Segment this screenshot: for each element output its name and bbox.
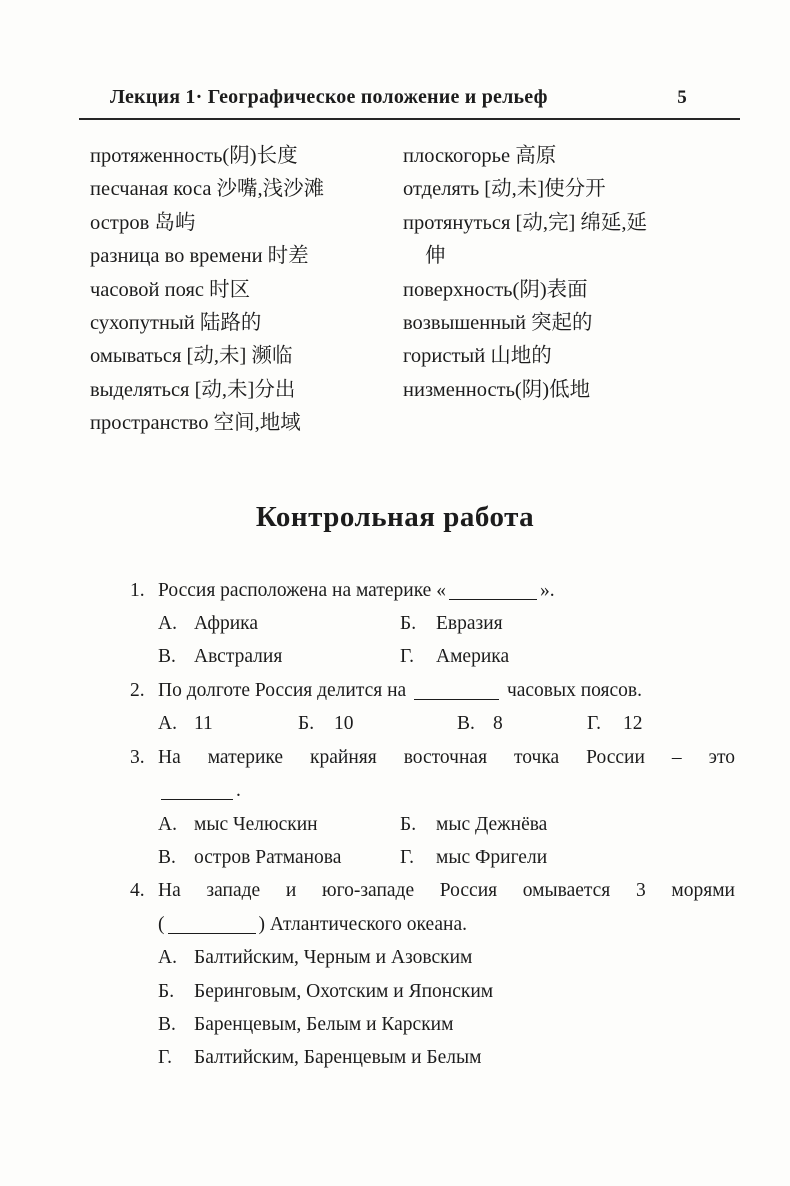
option-label: В. [457,713,475,735]
option-text: Балтийским, Черным и Азовским [194,947,473,969]
vocab-entry: песчаная коса 沙嘴,浅沙滩 [90,178,325,201]
question-text-continued [158,908,735,941]
vocab-entry: гористый 山地的 [403,345,552,368]
option-g [158,1041,735,1074]
options-grid [158,707,735,740]
question-number: 2. [130,679,145,701]
option-text: Евразия [436,613,503,635]
option-v [158,640,400,673]
option-v [457,707,587,740]
option-a [158,941,735,974]
option-text: 10 [334,713,354,735]
option-text: Балтийским, Баренцевым и Белым [194,1047,482,1069]
option-label: Б. [400,813,417,835]
vocab-entry: протянуться [动,完] 绵延,延 [403,211,648,234]
vocab-entry: протяженность(阴)长度 [90,145,298,167]
option-text: 11 [194,713,213,735]
option-g [400,841,735,874]
quiz-section [130,574,735,1075]
question-2 [130,674,735,741]
option-text: Австралия [194,646,283,668]
question-4 [130,874,735,1074]
option-v [158,841,400,874]
question-text: На западе и юго-западе Россия омывается 3 морями [158,880,735,902]
option-g [587,707,735,740]
option-text: Баренцевым, Белым и Карским [194,1013,454,1035]
option-label: В. [158,646,176,668]
option-a [158,607,400,640]
blank-line [168,917,256,934]
question-text [158,574,735,607]
vocab-entry: выделяться [动,未]分出 [90,378,296,401]
question-number: 1. [130,579,145,601]
vocab-entry-wrap: 伸 [425,245,446,268]
option-v [158,1008,735,1041]
question-text-before: ( [158,913,165,935]
option-label: Г. [400,846,414,868]
options-grid [158,607,735,674]
option-label: Г. [400,646,414,668]
vocab-column-left [90,140,403,441]
question-text-continued [158,774,735,807]
option-label: А. [158,947,177,969]
blank-line [449,583,537,600]
question-1 [130,574,735,674]
question-text-after: ) Атлантического океана. [258,913,468,935]
option-text: 8 [493,713,503,735]
blank-line [161,783,233,800]
option-a [158,707,298,740]
option-label: А. [158,713,177,735]
question-text-before: По долготе Россия делится на [158,679,407,701]
option-b [158,975,735,1008]
option-text: мыс Дежнёва [436,813,548,835]
option-label: Г. [158,1047,172,1069]
question-text-after: ». [539,579,555,601]
question-text [158,674,735,707]
option-label: В. [158,846,176,868]
question-text-after: . [236,780,241,802]
option-label: В. [158,1013,176,1035]
blank-line [414,683,499,700]
option-text: мыс Фригели [436,846,548,868]
test-title: Контрольная работа [255,500,535,533]
option-g [400,640,735,673]
question-number: 4. [130,880,145,902]
vocab-entry: плоскогорье 高原 [403,145,557,167]
question-text-before: Россия расположена на материке « [158,579,446,601]
option-label: Б. [158,980,175,1002]
option-b [298,707,457,740]
option-label: А. [158,613,177,635]
option-label: Г. [587,713,601,735]
vocab-entry: сухопутный 陆路的 [90,312,262,335]
option-b [400,808,735,841]
option-text: 12 [623,713,643,735]
vocab-entry: часовой пояс 时区 [90,278,251,301]
vocab-entry: поверхность(阴)表面 [403,278,588,301]
question-3 [130,741,735,875]
option-text: Америка [436,646,510,668]
option-label: А. [158,813,177,835]
option-b [400,607,735,640]
vocab-entry: разница во времени 时差 [90,245,309,268]
options-grid [158,808,735,875]
vocab-entry: пространство 空间,地域 [90,412,301,435]
vocab-column-right [403,140,647,441]
question-text-after: часовых поясов. [506,679,643,701]
option-text: Африка [194,613,258,635]
vocab-entry: омываться [动,未] 濒临 [90,345,293,368]
header-rule [79,118,740,120]
option-label: Б. [400,613,417,635]
page-header [110,86,687,109]
lecture-header-title: Лекция 1· Географическое положение и рельеф [110,86,548,108]
vocab-entry: остров 岛屿 [90,211,196,234]
vocab-entry: низменность(阴)低地 [403,378,591,401]
option-a [158,808,400,841]
option-text: Беринговым, Охотским и Японским [194,980,494,1002]
option-text: остров Ратманова [194,846,342,868]
vocab-entry: отделять [动,未]使分开 [403,178,606,201]
vocab-entry: возвышенный 突起的 [403,312,593,335]
vocabulary-section [90,140,790,441]
question-text: На материке крайняя восточная точка России – это [158,746,735,768]
option-label: Б. [298,713,315,735]
question-number: 3. [130,746,145,768]
page-number: 5 [677,87,687,108]
options-list [158,941,735,1075]
option-text: мыс Челюскин [194,813,318,835]
